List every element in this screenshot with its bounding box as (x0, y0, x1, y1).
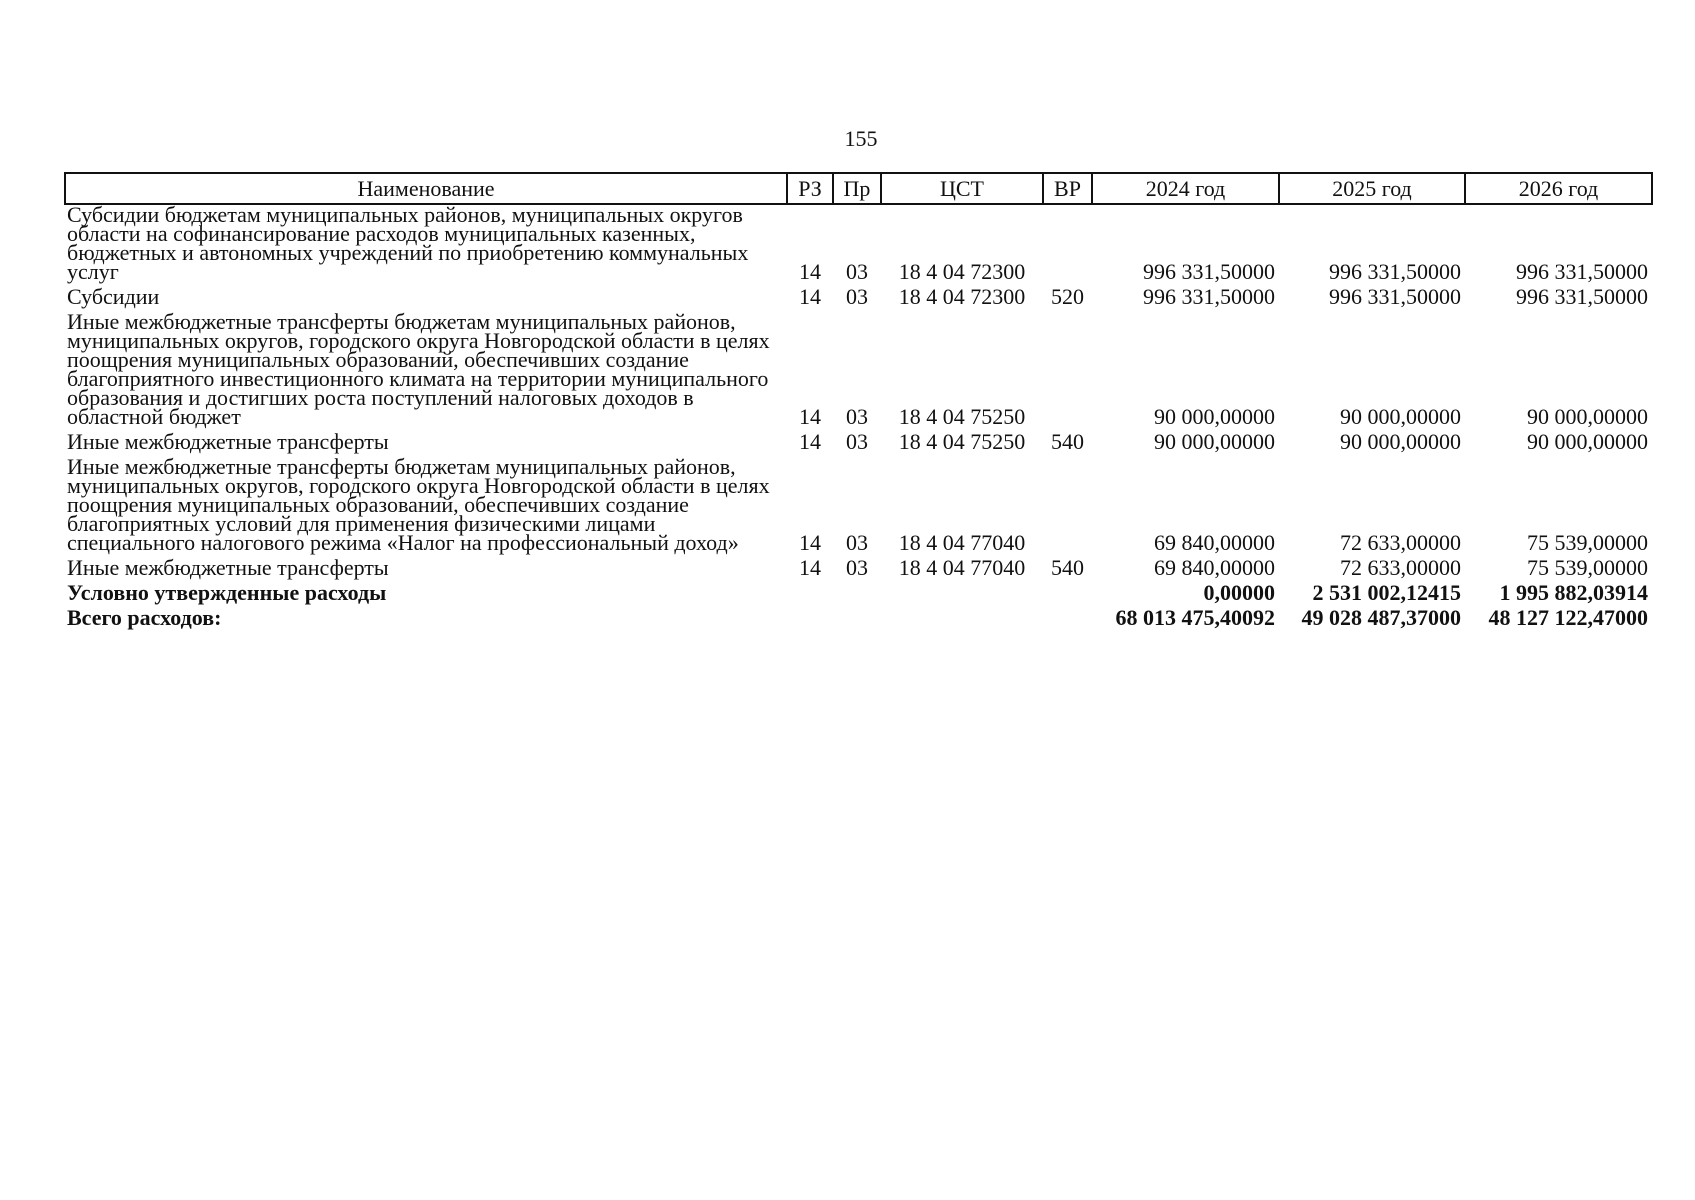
row-2024: 68 013 475,40092 (1115, 605, 1275, 630)
row-2026: 90 000,00000 (1527, 429, 1648, 454)
row-name: Субсидии (67, 284, 160, 309)
row-pr (833, 608, 881, 633)
row-name: Иные межбюджетные трансферты (67, 555, 389, 580)
row-cst: 18 4 04 75250 (898, 404, 1026, 429)
row-2025: 90 000,00000 (1340, 429, 1461, 454)
row-2025: 72 633,00000 (1340, 555, 1461, 580)
row-vr: 540 (1051, 429, 1084, 454)
row-vr (1043, 583, 1092, 608)
header-2024: 2024 год (1092, 173, 1279, 204)
row-cst: 18 4 04 72300 (898, 284, 1026, 309)
row-2025: 90 000,00000 (1340, 404, 1461, 429)
row-cst (881, 608, 1043, 633)
header-rz: РЗ (787, 173, 833, 204)
row-pr: 03 (846, 259, 868, 284)
row-2024: 0,00000 (1203, 580, 1275, 605)
row-rz: 14 (799, 284, 821, 309)
row-rz: 14 (799, 404, 821, 429)
row-2024: 90 000,00000 (1154, 404, 1275, 429)
header-2026: 2026 год (1465, 173, 1652, 204)
table-row (65, 312, 1652, 432)
header-2025: 2025 год (1279, 173, 1465, 204)
row-cst: 18 4 04 77040 (898, 530, 1026, 555)
row-rz (787, 583, 833, 608)
row-2026: 996 331,50000 (1516, 259, 1648, 284)
row-2026: 996 331,50000 (1516, 284, 1648, 309)
table-header (65, 173, 1652, 204)
row-2026: 90 000,00000 (1527, 404, 1648, 429)
row-2024: 996 331,50000 (1143, 284, 1275, 309)
row-vr (1043, 608, 1092, 633)
row-2024: 90 000,00000 (1154, 429, 1275, 454)
row-pr: 03 (846, 284, 868, 309)
budget-table (64, 172, 1653, 633)
row-2026: 1 995 882,03914 (1499, 580, 1648, 605)
page-number: 155 (844, 126, 878, 151)
row-vr (1043, 312, 1092, 432)
row-cst: 18 4 04 75250 (898, 429, 1026, 454)
table-body (65, 204, 1652, 633)
row-2026: 48 127 122,47000 (1488, 605, 1648, 630)
row-pr: 03 (846, 530, 868, 555)
header-row (65, 173, 1652, 204)
row-2025: 72 633,00000 (1340, 530, 1461, 555)
row-rz: 14 (799, 429, 821, 454)
row-pr: 03 (846, 555, 868, 580)
row-2025: 2 531 002,12415 (1312, 580, 1461, 605)
row-pr (833, 583, 881, 608)
header-pr: Пр (833, 173, 881, 204)
header-name: Наименование (65, 173, 787, 204)
table-row-total (65, 608, 1652, 633)
row-name: Иные межбюджетные трансферты бюджетам муниципальных районов, муниципальных округов, городского округа Новгородской области в целях поощрения муниципальных образований, обеспечивших создание благоприятных условий для применения физическими лицами специального налогового режима «Налог на профессиональный доход» (67, 454, 770, 555)
row-name: Субсидии бюджетам муниципальных районов, муниципальных округов области на софинансирование расходов муниципальных казенных, бюджетных и автономных учреждений по приобретению коммунальных услуг (67, 202, 749, 284)
row-vr (1043, 457, 1092, 558)
row-name: Иные межбюджетные трансферты (67, 429, 389, 454)
row-name: Иные межбюджетные трансферты бюджетам муниципальных районов, муниципальных округов, городского округа Новгородской области в целях поощрения муниципальных образований, обеспечивших создание благоприятного инвестиционного климата на территории муниципального образования и достигших роста поступлений налоговых доходов в областной бюджет (67, 309, 770, 429)
table-row (65, 204, 1652, 287)
row-2024: 996 331,50000 (1143, 259, 1275, 284)
row-rz: 14 (799, 530, 821, 555)
header-cst: ЦСТ (881, 173, 1043, 204)
row-pr: 03 (846, 429, 868, 454)
row-rz (787, 608, 833, 633)
row-cst: 18 4 04 72300 (898, 259, 1026, 284)
row-pr: 03 (846, 404, 868, 429)
row-vr: 540 (1051, 555, 1084, 580)
table-row (65, 457, 1652, 558)
row-vr (1043, 204, 1092, 287)
header-vr: ВР (1043, 173, 1092, 204)
row-rz: 14 (799, 555, 821, 580)
row-cst (881, 583, 1043, 608)
row-2025: 996 331,50000 (1329, 259, 1461, 284)
row-name: Всего расходов: (67, 605, 222, 630)
row-cst: 18 4 04 77040 (898, 555, 1026, 580)
row-name: Условно утвержденные расходы (67, 580, 387, 605)
row-vr: 520 (1051, 284, 1084, 309)
row-2026: 75 539,00000 (1527, 555, 1648, 580)
row-rz: 14 (799, 259, 821, 284)
row-2025: 996 331,50000 (1329, 284, 1461, 309)
row-2024: 69 840,00000 (1154, 530, 1275, 555)
row-2026: 75 539,00000 (1527, 530, 1648, 555)
row-2025: 49 028 487,37000 (1301, 605, 1461, 630)
row-2024: 69 840,00000 (1154, 555, 1275, 580)
